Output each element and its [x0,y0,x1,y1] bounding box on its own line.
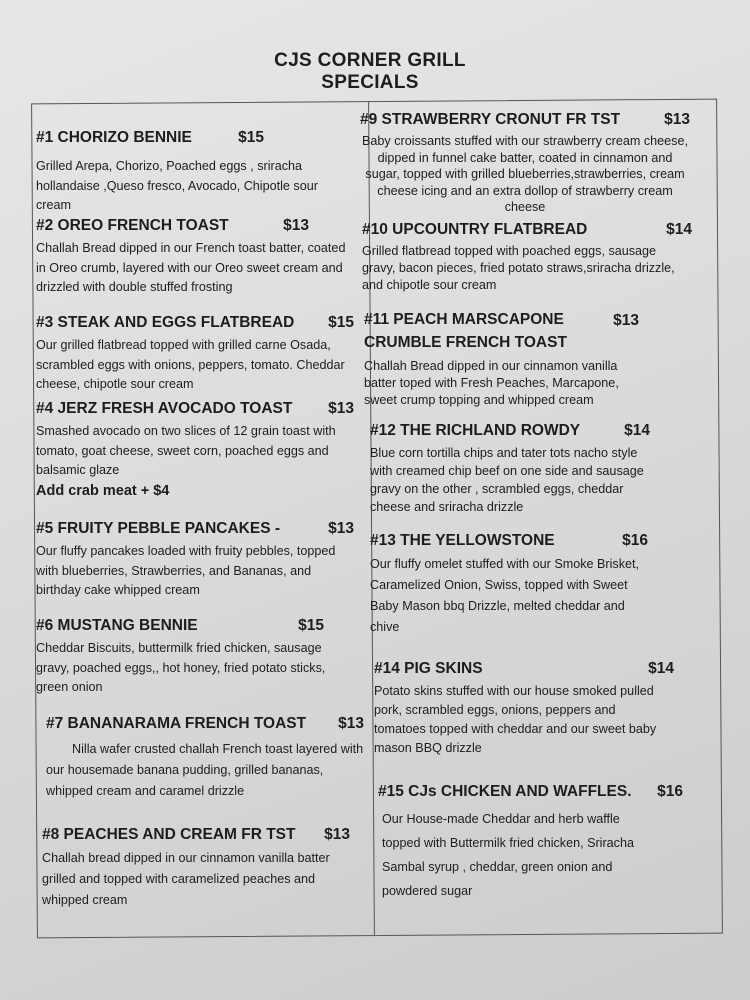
item-price: $13 [664,111,690,128]
item-name: #1 CHORIZO BENNIE [36,129,192,146]
item-name: #6 MUSTANG BENNIE [36,617,198,634]
menu-item [362,220,692,294]
menu-item [370,531,660,638]
item-price: $14 [624,422,650,439]
item-price: $14 [648,660,674,677]
item-description: Challah Bread dipped in our French toast batter, coated in Oreo crumb, layered with our Oreo sweet cream and drizzled with double stuffed frosting [36,241,346,294]
item-description: Our fluffy pancakes loaded with fruity pebbles, topped with blueberries, Strawberries, and Bananas, and birthday cake whipped cream [36,544,336,597]
item-addon: Add crab meat + $4 [36,482,170,499]
item-price: $13 [324,826,350,843]
menu-title: SPECIALS [321,72,419,93]
item-description: Challah bread dipped in our cinnamon vanilla batter grilled and topped with caramelized peaches and whipped cream [42,851,330,907]
item-description: Nilla wafer crusted challah French toast layered with our housemade banana pudding, grilled bananas, whipped cream and caramel drizzle [46,742,364,798]
item-price: $15 [298,617,324,634]
menu-item [36,519,354,601]
item-name: #11 PEACH MARSCAPONE CRUMBLE FRENCH TOAST [364,311,567,351]
item-name: #14 PIG SKINS [374,660,483,677]
menu-item [46,714,364,802]
item-price: $16 [622,532,648,549]
item-name: #15 CJs CHICKEN AND WAFFLES. [378,783,632,800]
menu-item [36,399,354,499]
menu-item [360,110,690,216]
menu-item [36,216,354,298]
item-name: #12 THE RICHLAND ROWDY [370,422,581,439]
item-price: $13 [613,312,639,329]
item-name: #10 UPCOUNTRY FLATBREAD [362,221,588,238]
menu-item [364,308,639,409]
item-name: #2 OREO FRENCH TOAST [36,217,229,234]
item-price: $13 [328,520,354,537]
item-price: $15 [328,314,354,331]
item-description: Our grilled flatbread topped with grilled carne Osada, scrambled eggs with onions, peppers, tomato. Cheddar cheese, chipotle sour cream [36,338,345,391]
item-description: Baby croissants stuffed with our strawberry cream cheese, dipped in funnel cake batter, coated in cinnamon and sugar, topped with grilled blueberries,strawberries, cream cheese icing and an extra dollop of strawberry cream cheese [362,134,688,214]
item-description: Our fluffy omelet stuffed with our Smoke Brisket, Caramelized Onion, Swiss, topped with Sweet Baby Mason bbq Drizzle, melted cheddar and chive [370,557,640,634]
item-price: $13 [338,715,364,732]
menu-item [36,313,354,395]
item-description: Blue corn tortilla chips and tater tots nacho style with creamed chip beef on one side and sausage gravy on the other , scrambled eggs, cheddar cheese and sriracha drizzle [370,446,644,514]
item-name: #4 JERZ FRESH AVOCADO TOAST [36,400,293,417]
item-description: Grilled Arepa, Chorizo, Poached eggs , sriracha hollandaise ,Queso fresco, Avocado, Chipotle sour cream [36,159,318,212]
item-description: Challah Bread dipped in our cinnamon vanilla batter toped with Fresh Peaches, Marcapone, sweet crump topping and whipped cream [364,359,619,407]
item-price: $15 [238,129,264,146]
item-price: $14 [666,221,692,238]
menu-item [374,659,674,758]
menu-item [378,782,683,903]
item-description: Grilled flatbread topped with poached eggs, sausage gravy, bacon pieces, fried potato straws,sriracha drizzle, and chipotle sour cream [362,244,675,292]
menu-item [36,128,354,216]
item-name: #9 STRAWBERRY CRONUT FR TST [360,111,621,128]
item-price: $16 [657,783,683,800]
menu-item [42,825,360,911]
item-name: #8 PEACHES AND CREAM FR TST [42,826,296,843]
restaurant-name: CJS CORNER GRILL [274,50,466,71]
item-name: #7 BANANARAMA FRENCH TOAST [46,715,307,732]
menu-item [36,616,354,698]
item-description: Smashed avocado on two slices of 12 grain toast with tomato, goat cheese, sweet corn, poached eggs and balsamic glaze [36,424,336,477]
item-description: Potato skins stuffed with our house smoked pulled pork, scrambled eggs, onions, peppers and tomatoes topped with cheddar and our sweet baby mason BBQ drizzle [374,684,657,755]
item-price: $13 [283,217,309,234]
item-description: Cheddar Biscuits, buttermilk fried chicken, sausage gravy, poached eggs,, hot honey, fried potato sticks, green onion [36,641,326,694]
item-name: #5 FRUITY PEBBLE PANCAKES - [36,520,281,537]
menu-item [370,421,650,516]
item-name: #3 STEAK AND EGGS FLATBREAD [36,314,295,331]
item-price: $13 [328,400,354,417]
item-description: Our House-made Cheddar and herb waffle topped with Buttermilk fried chicken, Sriracha Sambal syrup , cheddar, green onion and powdered sugar [382,812,634,898]
item-name: #13 THE YELLOWSTONE [370,532,555,549]
